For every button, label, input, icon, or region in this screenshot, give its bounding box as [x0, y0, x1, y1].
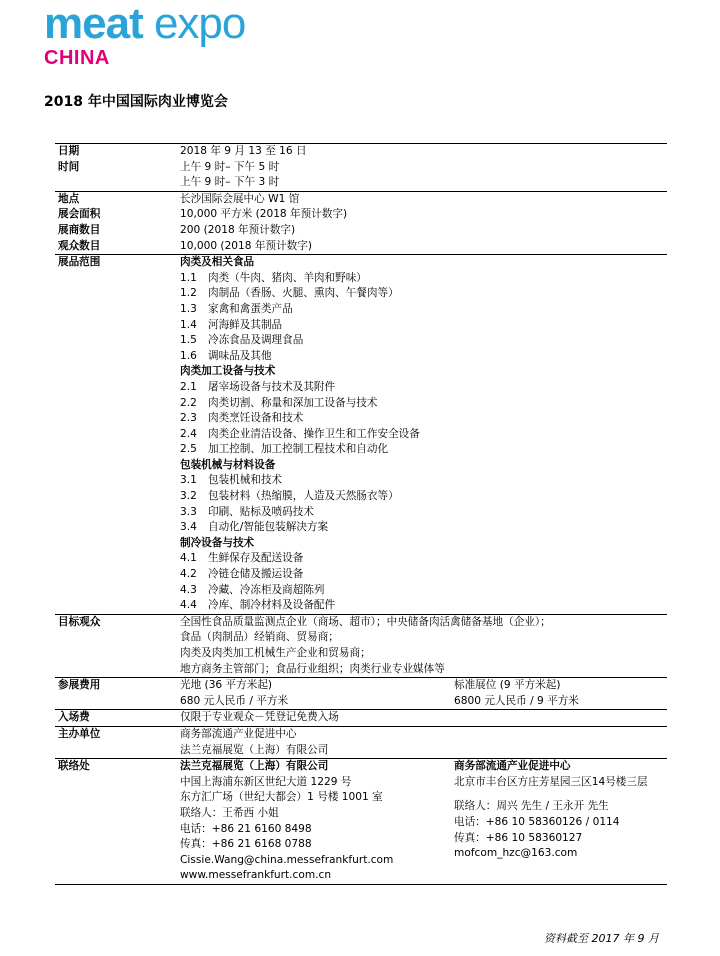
label-organisers: 主办单位 — [58, 727, 101, 740]
contact-address: 东方汇广场（世纪大都会）1 号楼 1001 室 — [180, 791, 383, 804]
label-contacts: 联络处 — [58, 760, 90, 773]
label-scope: 展品范围 — [58, 256, 101, 269]
exhibitors-value: 200 (2018 年预计数字) — [180, 223, 296, 236]
time-value: 上午 9 时– 下午 3 时 — [180, 176, 280, 189]
date-value: 2018 年 9 月 13 至 16 日 — [180, 145, 307, 157]
label-target: 目标观众 — [58, 615, 101, 628]
scope-item: 1.4 河海鲜及其制品 — [180, 318, 283, 331]
label-admission: 入场费 — [58, 711, 90, 724]
area-value: 10,000 平方米 (2018 年预计数字) — [180, 208, 348, 221]
row-date-time — [55, 143, 667, 191]
scope-item: 4.4 冷库、制冷材料及设备配件 — [180, 599, 336, 612]
contact-address: 中国上海浦东新区世纪大道 1229 号 — [180, 775, 352, 788]
meat-expo-china-logo — [44, 2, 245, 68]
page-title: 2018 年中国国际肉业博览会 — [44, 94, 228, 110]
scope-group-title: 制冷设备与技术 — [180, 536, 255, 549]
target-line: 全国性食品质量监测点企业（商场、超市）；中央储备肉活禽储备基地（企业）； — [180, 615, 551, 628]
label-date: 日期 — [58, 145, 80, 157]
scope-item: 1.1 肉类（牛肉、猪肉、羊肉和野味） — [180, 271, 367, 284]
logo-region: CHINA — [44, 47, 110, 69]
scope-item: 1.5 冷冻食品及调理食品 — [180, 334, 304, 347]
logo-wordmark — [44, 2, 245, 46]
contact-address: 北京市丰台区方庄芳星园三区14号楼三层 — [454, 775, 648, 788]
contact-email-link[interactable]: Cissie.Wang@china.messefrankfurt.com — [180, 853, 394, 866]
contact-fax: 传真：+86 10 58360127 — [454, 831, 583, 844]
row-contacts — [55, 758, 667, 885]
target-line: 食品（肉制品）经销商、贸易商； — [180, 631, 339, 644]
raw-space-name: 光地 (36 平方米起) — [180, 679, 273, 692]
scope-item: 4.2 冷链仓储及搬运设备 — [180, 568, 304, 581]
label-exhibitors: 展商数目 — [58, 223, 101, 236]
contact-company: 商务部流通产业促进中心 — [454, 760, 571, 773]
scope-item: 1.2 肉制品（香肠、火腿、熏肉、午餐肉等） — [180, 287, 399, 300]
label-fees: 参展费用 — [58, 679, 101, 692]
organiser: 法兰克福展览（上海）有限公司 — [180, 743, 329, 756]
target-line: 肉类及肉类加工机械生产企业和贸易商； — [180, 647, 371, 659]
contact-company: 法兰克福展览（上海）有限公司 — [180, 760, 329, 773]
organiser: 商务部流通产业促进中心 — [180, 727, 297, 740]
scope-item: 3.4 自动化/智能包装解决方案 — [180, 521, 329, 534]
row-admission — [55, 709, 667, 726]
logo-word-meat: meat — [44, 0, 143, 48]
scope-item: 2.1 屠宰场设备与技术及其附件 — [180, 380, 336, 393]
scope-item: 3.1 包装机械和技术 — [180, 474, 283, 487]
scope-item: 2.3 肉类烹饪设备和技术 — [180, 412, 304, 425]
raw-space-price: 680 元人民币 / 平方米 — [180, 694, 289, 707]
scope-item: 3.2 包装材料（热缩膜，人造及天然肠衣等） — [180, 490, 399, 503]
target-line: 地方商务主管部门；食品行业组织；肉类行业专业媒体等 — [180, 662, 445, 675]
time-value: 上午 9 时– 下午 5 时 — [180, 160, 280, 173]
scope-group-title: 包装机械与材料设备 — [180, 458, 276, 471]
label-area: 展会面积 — [58, 208, 101, 221]
contact-mofcom — [454, 759, 648, 884]
scope-item: 1.3 家禽和禽蛋类产品 — [180, 302, 293, 315]
row-fees — [55, 677, 667, 709]
fact-sheet-table — [55, 143, 667, 885]
admission-value: 仅限于专业观众－凭登记免费入场 — [180, 711, 339, 724]
contact-person: 联络人：周兴 先生 / 王永开 先生 — [454, 800, 609, 813]
label-time: 时间 — [58, 160, 80, 173]
row-organisers — [55, 726, 667, 758]
row-venue-stats — [55, 191, 667, 254]
scope-item: 2.4 肉类企业清洁设备、操作卫生和工作安全设备 — [180, 427, 420, 440]
standard-booth-price: 6800 元人民币 / 9 平方米 — [454, 694, 579, 707]
scope-item: 1.6 调味品及其他 — [180, 349, 272, 362]
scope-item: 3.3 印刷、贴标及喷码技术 — [180, 505, 314, 518]
logo-word-expo: expo — [153, 0, 246, 48]
venue-value: 长沙国际会展中心 W1 馆 — [180, 192, 300, 205]
contact-tel: 电话：+86 10 58360126 / 0114 — [454, 815, 620, 828]
scope-group-title: 肉类加工设备与技术 — [180, 365, 276, 378]
scope-item: 2.2 肉类切割、称量和深加工设备与技术 — [180, 396, 378, 409]
label-visitors: 观众数目 — [58, 239, 101, 252]
contact-person: 联络人：王希西 小姐 — [180, 806, 279, 819]
row-target-visitors — [55, 614, 667, 677]
scope-item: 4.1 生鲜保存及配送设备 — [180, 552, 304, 565]
contact-email-link[interactable]: mofcom_hzc@163.com — [454, 847, 578, 860]
contact-messe-frankfurt — [180, 759, 454, 884]
contact-website-link[interactable]: www.messefrankfurt.com.cn — [180, 869, 332, 882]
row-product-scope — [55, 254, 667, 614]
contact-fax: 传真：+86 21 6168 0788 — [180, 838, 312, 851]
scope-group-title: 肉类及相关食品 — [180, 256, 255, 269]
contact-tel: 电话：+86 21 6160 8498 — [180, 822, 312, 835]
footer-note: 资料截至 2017 年 9 月 — [544, 932, 659, 945]
visitors-value: 10,000 (2018 年预计数字) — [180, 239, 312, 252]
label-venue: 地点 — [58, 192, 80, 205]
scope-item: 2.5 加工控制、加工控制工程技术和自动化 — [180, 443, 389, 456]
standard-booth-name: 标准展位 (9 平方米起) — [454, 679, 561, 692]
scope-item: 4.3 冷藏、冷冻柜及商超陈列 — [180, 583, 325, 596]
